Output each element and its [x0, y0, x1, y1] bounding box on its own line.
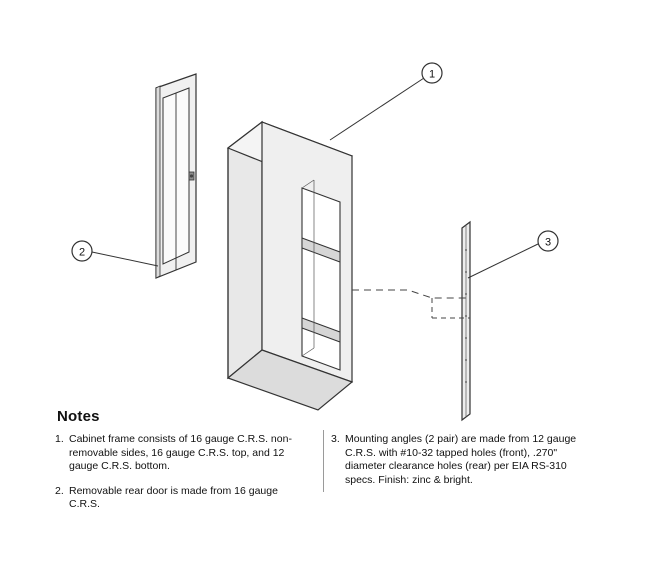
notes-column-divider: [323, 430, 324, 492]
note-item: [55, 433, 309, 474]
note-text: Cabinet frame consists of 16 gauge C.R.S. non-removable sides, 16 gauge C.R.S. top, and 12 gauge C.R.S. bottom.: [69, 433, 292, 472]
note-number: 3.: [331, 433, 340, 445]
notes-block: [55, 408, 600, 523]
note-text: Mounting angles (2 pair) are made from 12 gauge C.R.S. with #10-32 tapped holes (front), .270" diameter clearance holes (rear) per EIA RS-310 specs. Finish: zinc & bright.: [345, 433, 577, 486]
notes-column-left: [55, 433, 327, 523]
notes-column-right: [327, 433, 599, 498]
note-number: 1.: [55, 433, 64, 445]
callout-3-label: 3: [544, 236, 552, 249]
notes-columns: [55, 433, 600, 523]
removable-rear-door-part: [156, 74, 196, 278]
callout-2[interactable]: [72, 241, 158, 266]
mounting-angle-part: [462, 222, 470, 420]
assembly-dashed-path: [352, 290, 470, 318]
note-item: [331, 433, 599, 487]
note-number: 2.: [55, 484, 64, 497]
callout-1-label: 1: [428, 68, 436, 81]
callout-3[interactable]: [468, 231, 558, 278]
note-text: Removable rear door is made from 16 gauge C.R.S.: [69, 484, 278, 510]
cabinet-frame-part: [228, 122, 352, 410]
note-item: [55, 485, 309, 512]
callout-2-label: 2: [78, 246, 86, 259]
notes-heading: Notes: [57, 408, 100, 425]
callout-1[interactable]: [330, 63, 442, 140]
